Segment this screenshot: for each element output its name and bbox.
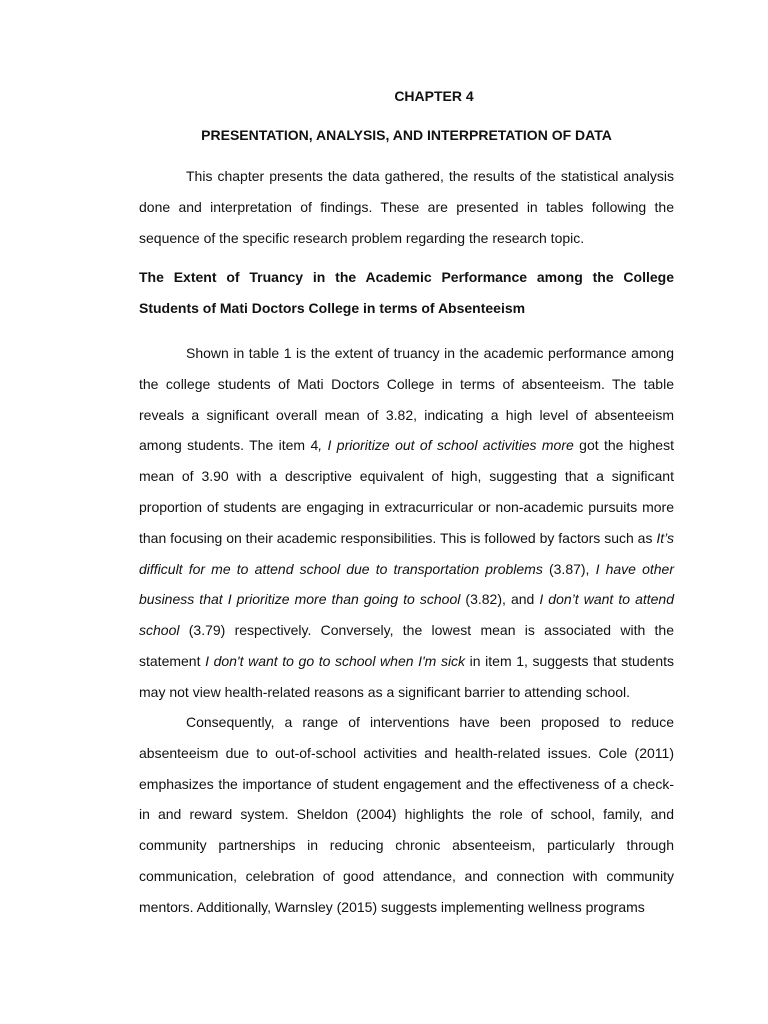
intro-text: This chapter presents the data gathered, the results of the statistical analysis done and interpretation of findings. These are presented in tables following the sequence of the specific research problem regarding the research topic. (139, 168, 674, 246)
chapter-label: CHAPTER 4 (394, 88, 474, 104)
para1-italic-2: It’s difficult for me to attend school due to transportation problems (139, 529, 674, 577)
para1-text-2: got the highest mean of 3.90 with a descriptive equivalent of high, suggesting that a significant proportion of students are engaging in extracurricular or non-academic pursuits more than focusing on their academic responsibilities. This is followed by factors such as (139, 437, 674, 546)
para1-text-1: Shown in table 1 is the extent of truancy in the academic performance among the college students of Mati Doctors College in terms of absenteeism. The table reveals a significant overall mean of 3.82, indicating a high level of absenteeism among students. The item 4 (139, 345, 674, 454)
intro-paragraph (139, 161, 674, 253)
para1-italic-1: , I prioritize out of school activities more (318, 437, 574, 454)
para1-text-5: (3.79) respectively. Conversely, the lowest mean is associated with the statement (139, 622, 674, 669)
para2-text: Consequently, a range of interventions have been proposed to reduce absenteeism due to out-of-school activities and health-related issues. Cole (2011) emphasizes the importance of student engagement and the effectiveness of a check-in and reward system. Sheldon (2004) highlights the role of school, family, and community partnerships in reducing chronic absenteeism, particularly through communication, celebration of good attendance, and connection with community mentors. Additionally, Warnsley (2015) suggests implementing wellness programs (139, 714, 674, 915)
para1-text-4: (3.82), and (460, 591, 540, 608)
para1-text-3: (3.87), (542, 560, 596, 577)
body-paragraph-2 (139, 707, 674, 923)
para1-italic-5: I don't want to go to school when I'm sick (205, 652, 466, 669)
section-heading: The Extent of Truancy in the Academic Performance among the College Students of Mati Doctors College in terms of Absenteeism (139, 269, 674, 316)
para1-text-6: in item 1, suggests that students may not view health-related reasons as a significant barrier to attending school. (139, 652, 674, 700)
para1-italic-3: I have other business that I prioritize more than going to school (139, 560, 675, 608)
para1-italic-4: I don’t want to attend school (139, 591, 674, 639)
chapter-title: PRESENTATION, ANALYSIS, AND INTERPRETATION OF DATA (201, 127, 612, 143)
body-paragraph-1 (139, 338, 674, 708)
